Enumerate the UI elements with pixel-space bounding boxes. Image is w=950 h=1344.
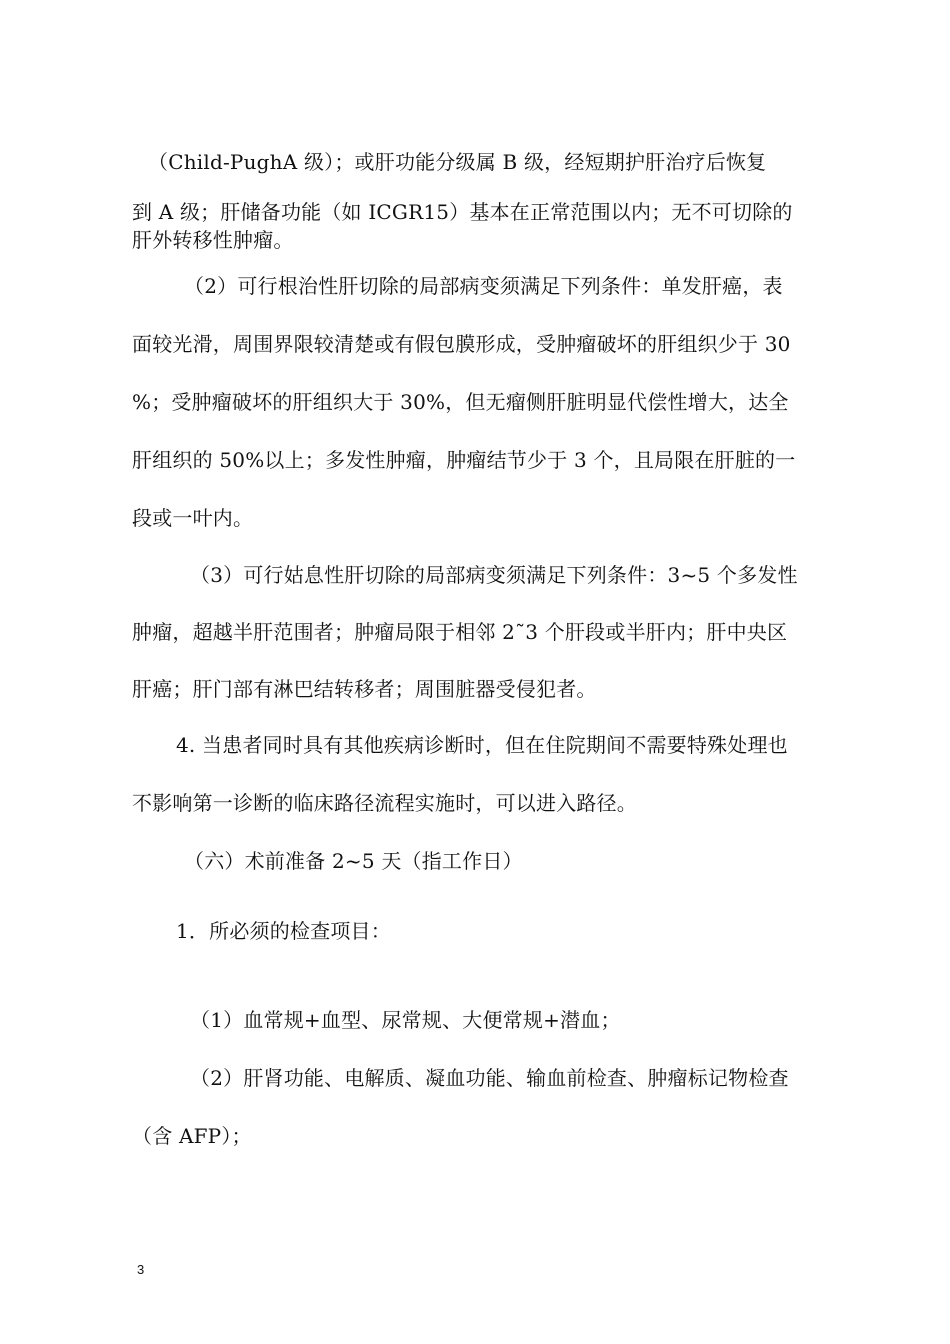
text-line: 面较光滑，周围界限较清楚或有假包膜形成，受肿瘤破坏的肝组织少于 30 (132, 332, 791, 356)
section-heading: （六）术前准备 2~5 天（指工作日） (184, 849, 523, 873)
text-line: （2）可行根治性肝切除的局部病变须满足下列条件：单发肝癌，表 (184, 274, 783, 298)
text-line: （Child-PughA 级）；或肝功能分级属 B 级，经短期护肝治疗后恢复 (148, 150, 767, 174)
text-line: （3）可行姑息性肝切除的局部病变须满足下列条件：3~5 个多发性 (190, 563, 798, 587)
text-line: 肝外转移性肿瘤。 (132, 228, 294, 252)
text-line: （1）血常规+血型、尿常规、大便常规+潜血； (190, 1008, 621, 1032)
text-line: （2）肝肾功能、电解质、凝血功能、输血前检查、肿瘤标记物检查 (190, 1066, 789, 1090)
text-line: 肝癌；肝门部有淋巴结转移者；周围脏器受侵犯者。 (132, 677, 597, 701)
page-number: 3 (137, 1262, 145, 1277)
text-line: 段或一叶内。 (132, 506, 254, 530)
text-line: %；受肿瘤破坏的肝组织大于 30%，但无瘤侧肝脏明显代偿性增大，达全 (132, 390, 789, 414)
text-line: （含 AFP）； (132, 1124, 252, 1148)
text-line: 1．所必须的检查项目： (176, 919, 391, 943)
text-line: 4. 当患者同时具有其他疾病诊断时，但在住院期间不需要特殊处理也 (176, 733, 788, 757)
text-line: 到 A 级；肝储备功能（如 ICGR15）基本在正常范围以内；无不可切除的 (132, 200, 793, 224)
text-line: 肿瘤，超越半肝范围者；肿瘤局限于相邻 2˜3 个肝段或半肝内；肝中央区 (132, 620, 788, 644)
text-line: 不影响第一诊断的临床路径流程实施时，可以进入路径。 (132, 791, 637, 815)
text-line: 肝组织的 50%以上；多发性肿瘤，肿瘤结节少于 3 个，且局限在肝脏的一 (132, 448, 796, 472)
